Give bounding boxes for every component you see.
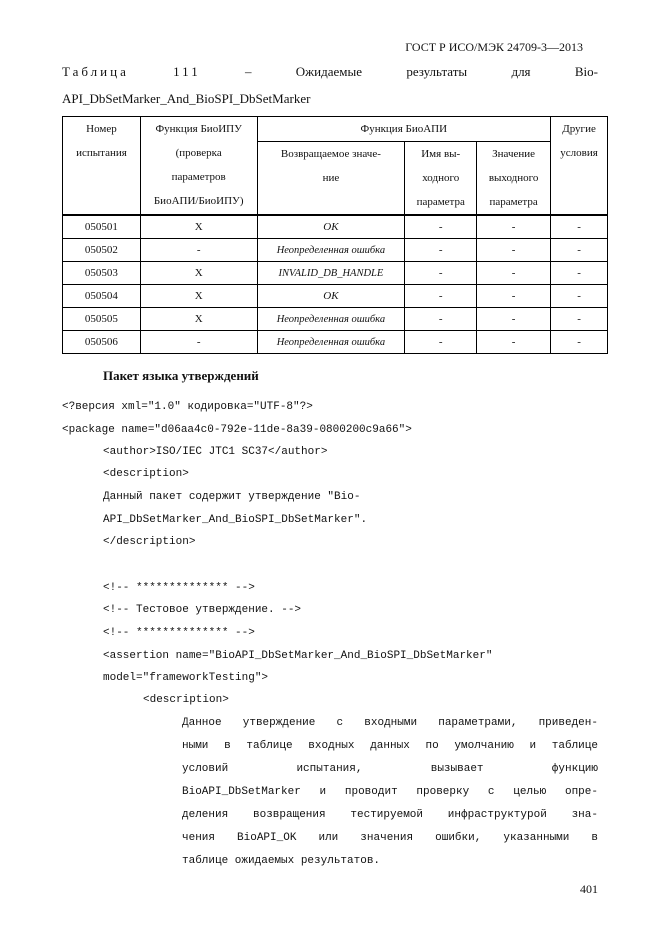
table-row: 050502 - Неопределенная ошибка - - - <box>63 239 608 262</box>
code-line: <description> <box>103 468 189 480</box>
code-line: model="frameworkTesting"> <box>103 672 269 684</box>
header-api-function: Функция БиоАПИ <box>257 117 551 142</box>
caption-word-3: для <box>511 64 531 79</box>
caption-word-1: Ожидаемые <box>295 64 363 79</box>
code-line: Данный пакет содержит утверждение "Bio- <box>103 491 361 503</box>
caption-word-table: Таблица <box>62 64 129 79</box>
table-row: 050505 X Неопределенная ошибка - - - <box>63 308 608 331</box>
code-line: <?версия xml="1.0" кодировка="UTF-8"?> <box>62 401 313 413</box>
header-other-conditions: Другие условия <box>551 117 608 216</box>
caption-table-number: 111 <box>173 64 201 79</box>
description-line: чения BioAPI_OK или значения ошибки, указанными в <box>182 832 598 844</box>
table-row: 050506 - Неопределенная ошибка - - - <box>63 331 608 354</box>
caption-word-4: Bio- <box>574 64 598 79</box>
description-line: ными в таблице входных данных по умолчанию и таблице <box>182 740 598 752</box>
header-return-value: Возвращаемое значе- ние <box>257 142 405 216</box>
table-row: 050501 X OK - - - <box>63 215 608 239</box>
caption-word-2: результаты <box>406 64 468 79</box>
description-line: условий испытания, вызывает функцию <box>182 763 598 775</box>
header-output-value: Значение выходного параметра <box>477 142 551 216</box>
code-line: <description> <box>143 694 229 706</box>
code-line: <author>ISO/IEC JTC1 SC37</author> <box>103 446 328 458</box>
header-bsp-function: Функция БиоИПУ (проверка параметров БиоАПИ/БиоИПУ) <box>140 117 257 216</box>
description-line: BioAPI_DbSetMarker и проводит проверку с целью опре- <box>182 786 598 798</box>
code-line: <assertion name="BioAPI_DbSetMarker_And_BioSPI_DbSetMarker" <box>103 650 493 662</box>
code-comment: <!-- ************** --> <box>103 582 255 594</box>
header-test-number: Номер испытания <box>63 117 141 216</box>
header-output-name: Имя вы- ходного параметра <box>405 142 477 216</box>
document-header: ГОСТ Р ИСО/МЭК 24709-3—2013 <box>405 40 583 54</box>
code-line: API_DbSetMarker_And_BioSPI_DbSetMarker". <box>103 514 368 526</box>
description-line: деления возвращения тестируемой инфраструктурой зна- <box>182 809 598 821</box>
section-title: Пакет языка утверждений <box>103 368 259 383</box>
table-caption-continuation: API_DbSetMarker_And_BioSPI_DbSetMarker <box>62 91 311 106</box>
table-row: 050504 X OK - - - <box>63 285 608 308</box>
table-row: 050503 X INVALID_DB_HANDLE - - - <box>63 262 608 285</box>
caption-dash: – <box>245 64 252 79</box>
code-line: <package name="d06aa4c0-792e-11de-8a39-0800200c9a66"> <box>62 424 412 436</box>
code-line: </description> <box>103 536 196 548</box>
table-caption <box>62 64 598 80</box>
description-line: таблице ожидаемых результатов. <box>182 855 381 867</box>
description-line: Данное утверждение с входными параметрами, приведен- <box>182 717 598 729</box>
code-comment: <!-- ************** --> <box>103 627 255 639</box>
page-number: 401 <box>580 882 598 896</box>
expected-results-table <box>62 116 608 354</box>
code-comment: <!-- Тестовое утверждение. --> <box>103 604 302 616</box>
